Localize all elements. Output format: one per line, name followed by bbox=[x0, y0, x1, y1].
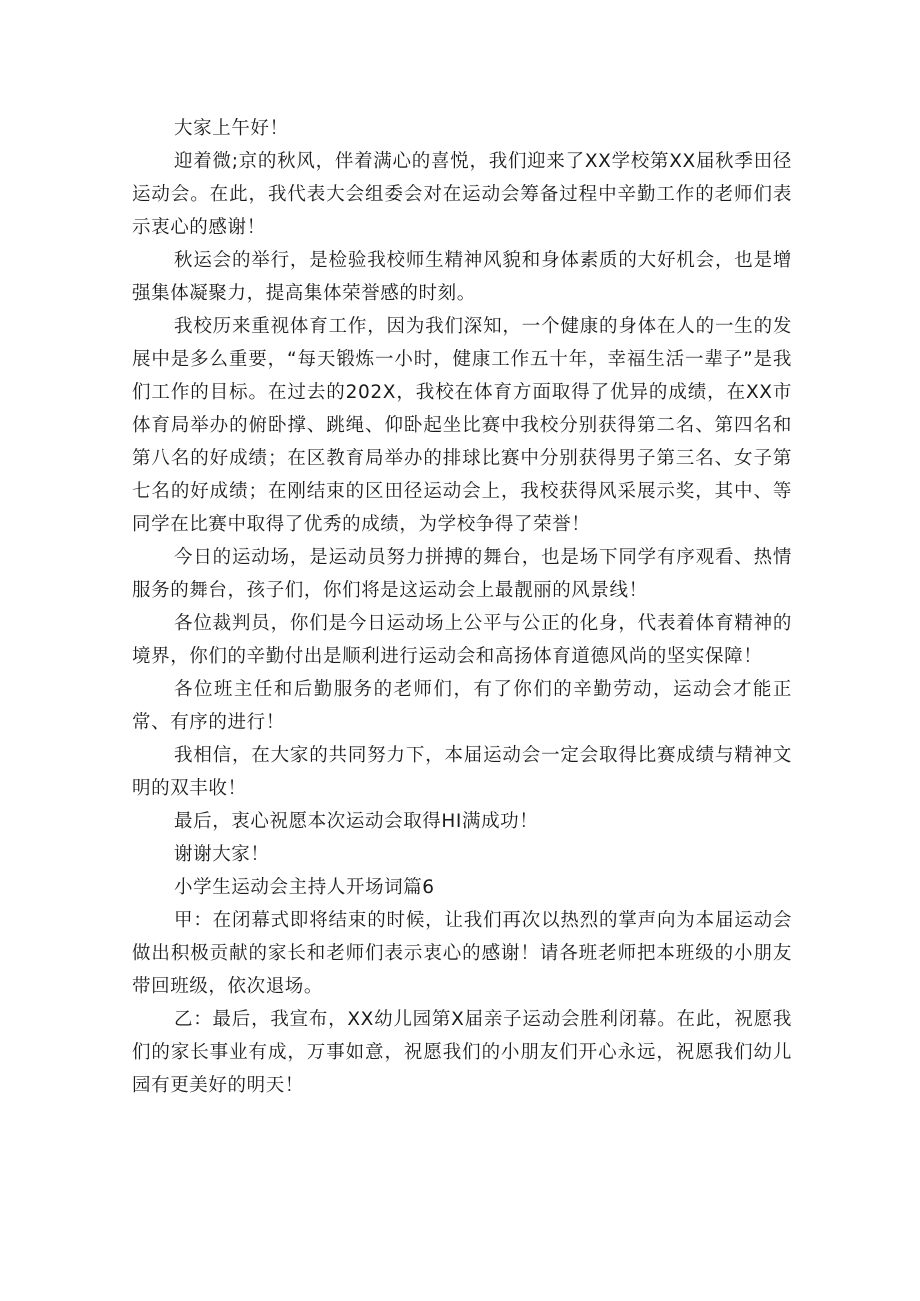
belief-paragraph: 我相信，在大家的共同努力下，本届运动会一定会取得比赛成绩与精神文明的双丰收！ bbox=[132, 745, 792, 799]
teachers-paragraph: 各位班主任和后勤服务的老师们，有了你们的辛勤劳动，运动会才能正常、有序的进行！ bbox=[132, 679, 792, 733]
greeting-paragraph: 大家上午好！ bbox=[174, 118, 289, 139]
document-body bbox=[132, 112, 792, 1102]
closing-paragraph-b: 乙：最后，我宣布，XX幼儿园第X届亲子运动会胜利闭幕。在此，祝愿我们的家长事业有成，万事如意，祝愿我们的小朋友们开心永远，祝愿我们幼儿园有更美好的明天！ bbox=[132, 1009, 792, 1096]
closing-paragraph-a: 甲：在闭幕式即将结束的时候，让我们再次以热烈的掌声向为本届运动会做出积极贡献的家长和老师们表示衷心的感谢！请各班老师把本班级的小朋友带回班级，依次退场。 bbox=[132, 910, 792, 997]
achievements-paragraph: 我校历来重视体育工作，因为我们深知，一个健康的身体在人的一生的发展中是多么重要，“每天锻炼一小时，健康工作五十年，幸福生活一辈子”是我们工作的目标。在过去的202X，我校在体育方面取得了优异的成绩，在XX市体育局举办的俯卧撑、跳绳、仰卧起坐比赛中我校分别获得第二名、第四名和第八名的好成绩；在区教育局举办的排球比赛中分别获得男子第三名、女子第七名的好成绩；在刚结束的区田径运动会上，我校获得风采展示奖，其中、等同学在比赛中取得了优秀的成绩，为学校争得了荣誉！ bbox=[132, 316, 792, 535]
athletes-paragraph: 今日的运动场，是运动员努力拼搏的舞台，也是场下同学有序观看、热情服务的舞台，孩子们，你们将是这运动会上最靓丽的风景线！ bbox=[132, 547, 792, 601]
thanks-paragraph: 谢谢大家！ bbox=[174, 844, 270, 865]
wishes-paragraph: 最后，衷心祝愿本次运动会取得HI满成功！ bbox=[174, 811, 539, 832]
opening-paragraph: 迎着微;京的秋风，伴着满心的喜悦，我们迎来了XX学校第XX届秋季田径运动会。在此，我代表大会组委会对在运动会筹备过程中辛勤工作的老师们表示衷心的感谢！ bbox=[132, 151, 792, 238]
section-title: 小学生运动会主持人开场词篇6 bbox=[174, 877, 435, 898]
referees-paragraph: 各位裁判员，你们是今日运动场上公平与公正的化身，代表着体育精神的境界，你们的辛勤付出是顺利进行运动会和高扬体育道德风尚的坚实保障！ bbox=[132, 613, 792, 667]
purpose-paragraph: 秋运会的举行，是检验我校师生精神风貌和身体素质的大好机会，也是增强集体凝聚力，提高集体荣誉感的时刻。 bbox=[132, 250, 792, 304]
